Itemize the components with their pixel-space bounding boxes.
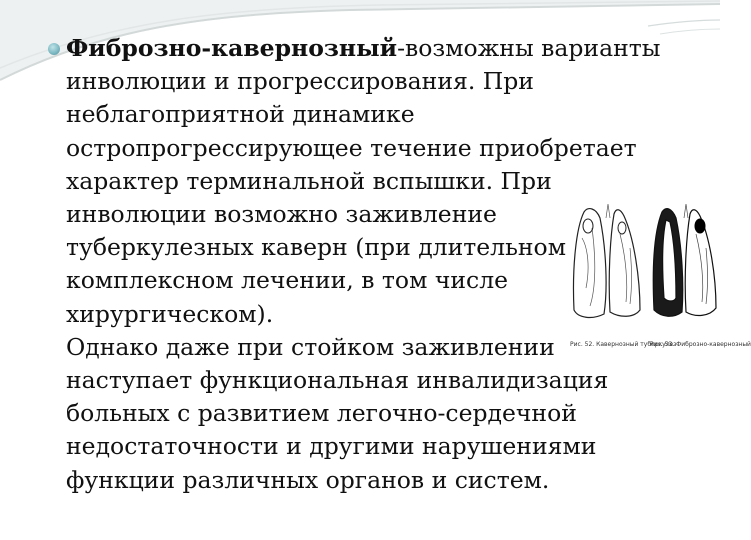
text-line: комплексном лечении, в том числе (66, 266, 509, 295)
text-line: наступает функциональная инвалидизация (66, 366, 609, 395)
text-line: характер терминальной вспышки. При (66, 166, 552, 195)
lung-drawings (570, 198, 720, 340)
term-heading: Фиброзно-кавернозный (66, 34, 398, 62)
bullet-icon (48, 43, 60, 55)
text-line: хирургическом). (66, 299, 274, 328)
text-line: неблагоприятной динамике (66, 100, 415, 129)
lung-illustration (570, 198, 751, 363)
text-line: недостаточности и другими нарушениями (66, 432, 597, 461)
text-line: инволюции и прогрессирования. При (66, 67, 534, 96)
text-line: остропрогрессирующее течение приобретает (66, 133, 637, 162)
text-line: инволюции возможно заживление (66, 200, 497, 229)
text-line: функции различных органов и систем. (66, 465, 550, 494)
text-line: -возможны варианты (397, 34, 661, 62)
figure-caption-left: Рис. 52. Кавернозный туберкулез (570, 341, 677, 348)
text-line: туберкулезных каверн (при длительном (66, 233, 566, 262)
text-line: Однако даже при стойком заживлении (66, 332, 555, 361)
figure-caption-right: Рис. 53. Фиброзно-кавернозный (650, 341, 751, 348)
text-line: больных с развитием легочно-сердечной (66, 399, 577, 428)
